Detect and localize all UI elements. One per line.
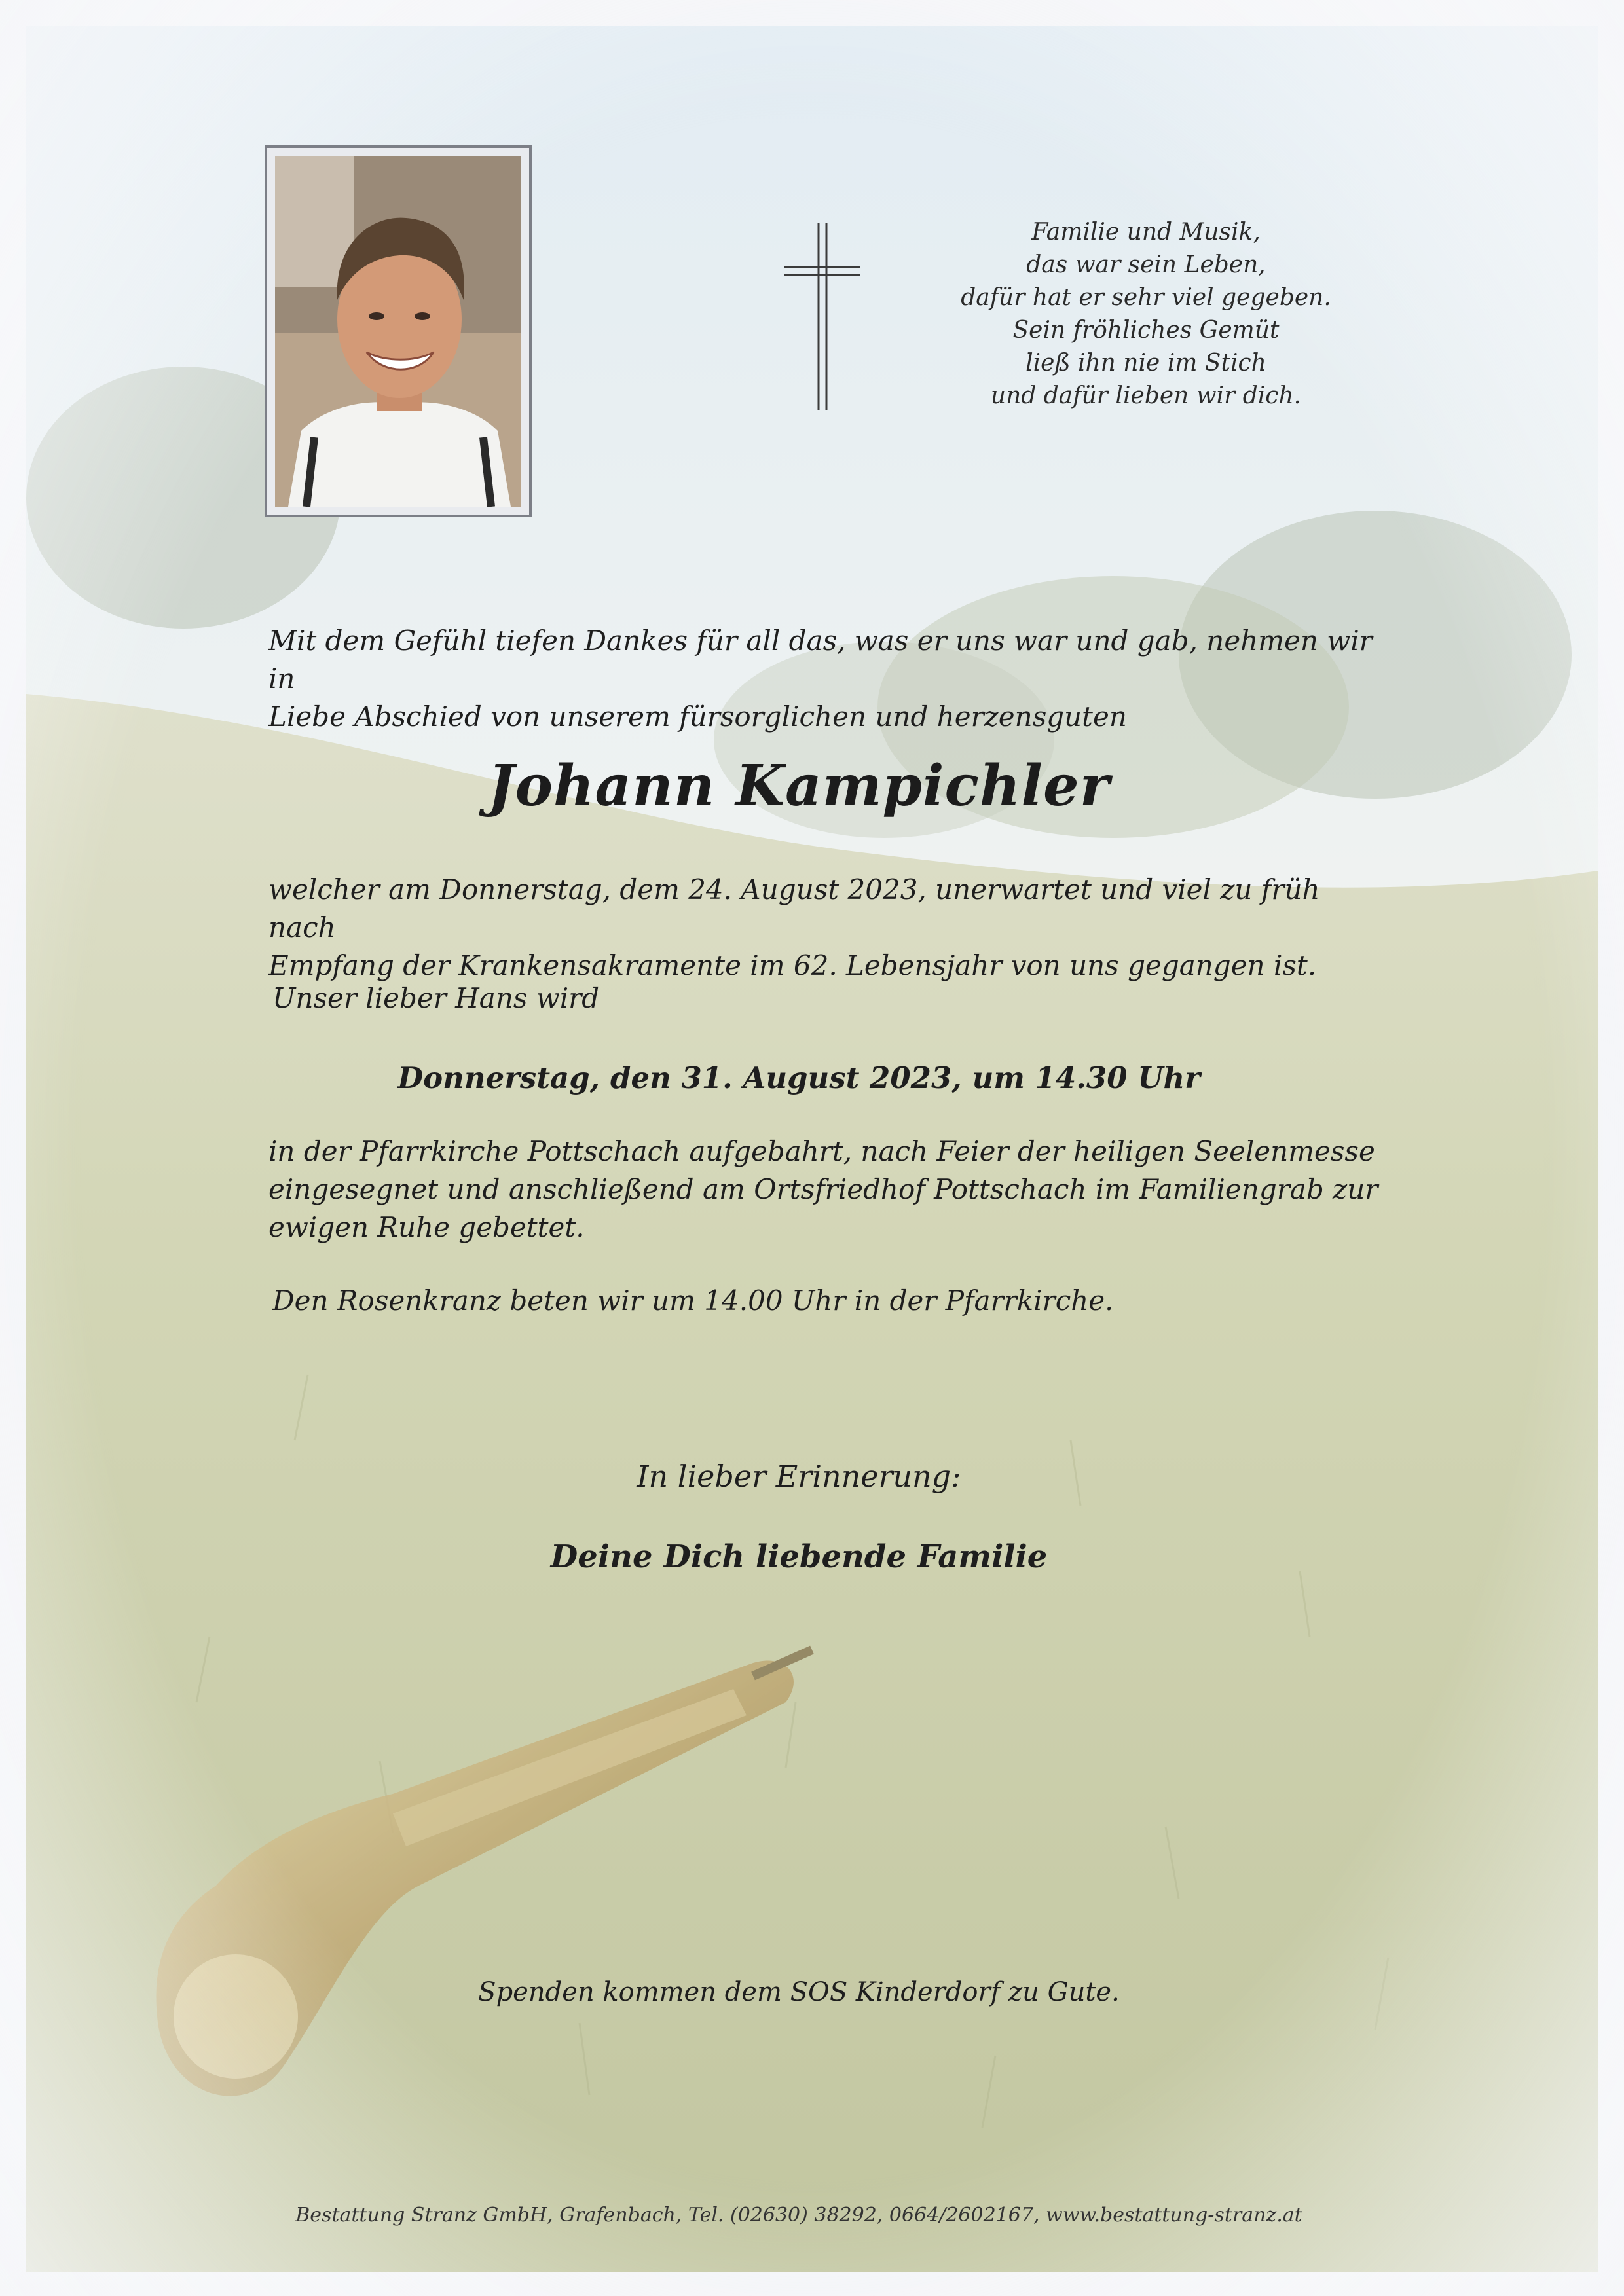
funeral-line: eingesegnet und anschließend am Ortsfriedhof Pottschach im Familiengrab zur (268, 1173, 1378, 1205)
rosary-note: Den Rosenkranz beten wir um 14.00 Uhr in der Pfarrkirche. (272, 1285, 1114, 1317)
memory-heading: In lieber Erinnerung: (637, 1459, 961, 1494)
poem-line: dafür hat er sehr viel gegeben. (961, 284, 1331, 311)
intro-paragraph (268, 622, 1382, 736)
death-line: welcher am Donnerstag, dem 24. August 2023, unerwartet und viel zu früh nach (268, 873, 1320, 943)
funeral-line: ewigen Ruhe gebettet. (268, 1211, 585, 1243)
poem-line: und dafür lieben wir dich. (990, 382, 1302, 409)
portrait-photo (275, 156, 521, 507)
funeral-paragraph (268, 1133, 1395, 1247)
poem-line: ließ ihn nie im Stich (1025, 350, 1266, 376)
portrait-frame (265, 145, 532, 517)
deceased-name: Johann Kampichler (487, 753, 1111, 819)
hans-line: Unser lieber Hans wird (272, 982, 600, 1014)
funeral-home-footer: Bestattung Stranz GmbH, Grafenbach, Tel. (02630) 38292, 0664/2602167, www.bestattung-stranz.at (295, 2204, 1302, 2227)
cross-icon (784, 223, 860, 410)
poem-line: Familie und Musik, (1031, 219, 1261, 246)
intro-line: Liebe Abschied von unserem fürsorglichen und herzensguten (268, 701, 1127, 733)
death-paragraph (268, 871, 1395, 985)
intro-line: Mit dem Gefühl tiefen Dankes für all das, was er uns war und gab, nehmen wir in (268, 625, 1373, 695)
funeral-line: in der Pfarrkirche Pottschach aufgebahrt, nach Feier der heiligen Seelenmesse (268, 1135, 1375, 1167)
poem-line: Sein fröhliches Gemüt (1012, 317, 1280, 344)
donation-note: Spenden kommen dem SOS Kinderdorf zu Gute. (478, 1977, 1120, 2007)
funeral-date: Donnerstag, den 31. August 2023, um 14.30 Uhr (397, 1061, 1200, 1095)
family-signature: Deine Dich liebende Familie (550, 1539, 1048, 1575)
poem (851, 216, 1441, 412)
poem-line: das war sein Leben, (1026, 251, 1266, 278)
death-line: Empfang der Krankensakramente im 62. Lebensjahr von uns gegangen ist. (268, 949, 1317, 981)
